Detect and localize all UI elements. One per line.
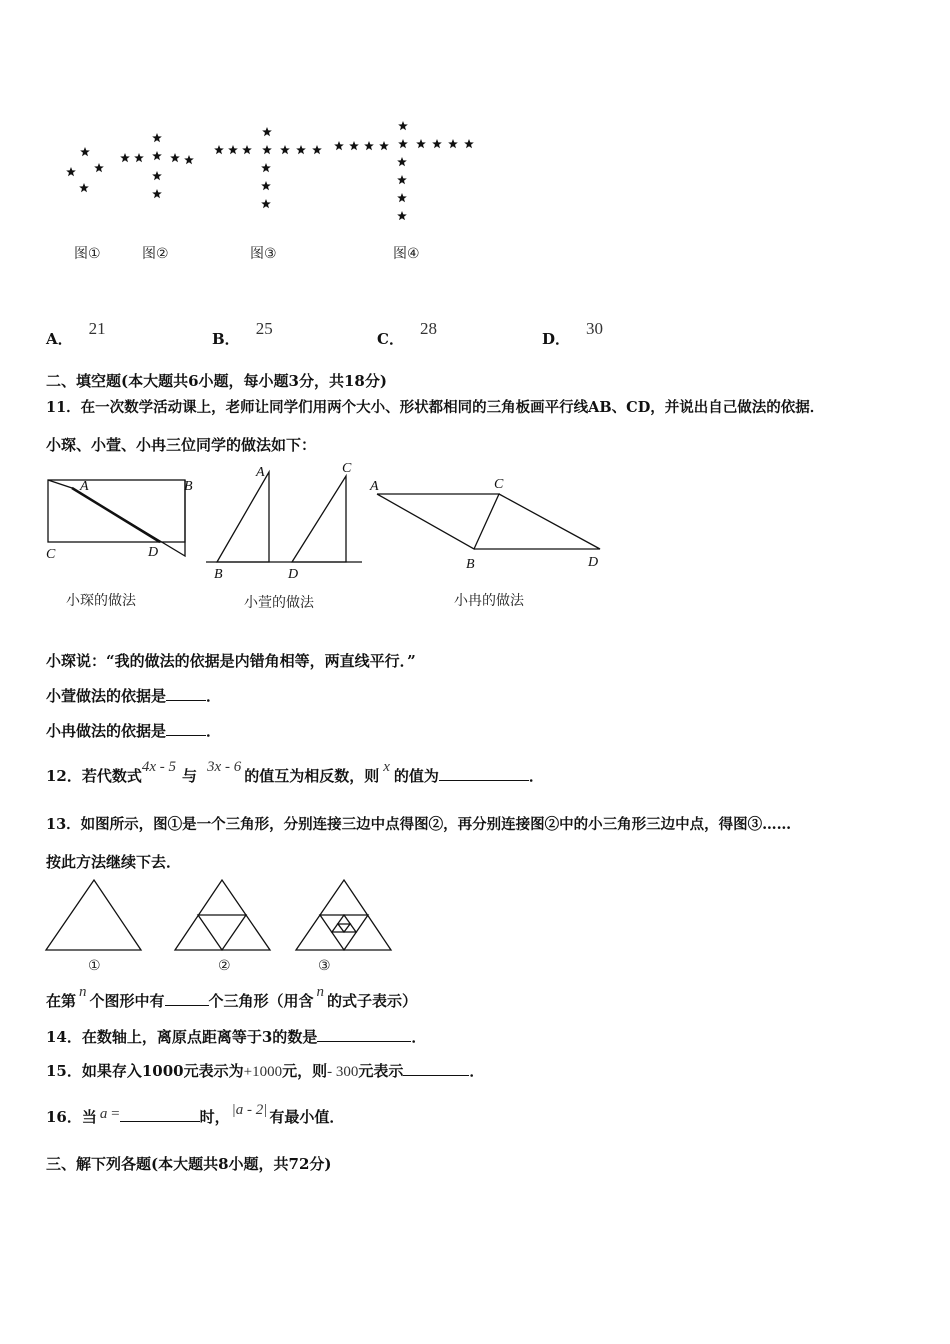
q12-mid2: 的值互为相反数，则 bbox=[244, 767, 380, 785]
q12-prefix: 12．若代数式 bbox=[46, 767, 142, 785]
q13-line1: 13．如图所示，图①是一个三角形，分别连接三边中点得图②，再分别连接图②中的小三角形三边中点，得图③…… bbox=[46, 816, 792, 833]
q13-var-1: n bbox=[79, 984, 87, 1000]
q15-val1: +1000 bbox=[243, 1064, 283, 1080]
choice-d[interactable] bbox=[542, 318, 604, 348]
fig1-label-a: A bbox=[80, 479, 89, 494]
q11-caption-2: 小萱的做法 bbox=[244, 595, 314, 611]
choice-d-letter: D． bbox=[542, 330, 571, 348]
q11-caption-3: 小冉的做法 bbox=[454, 593, 524, 609]
fig3-label-c: C bbox=[494, 477, 504, 492]
q13-mid2: 个三角形（用含 bbox=[208, 992, 314, 1010]
q16-var: a bbox=[99, 1106, 108, 1122]
q13-var-2: n bbox=[316, 984, 325, 1000]
q12-expr2: 3x - 6 bbox=[207, 759, 242, 775]
q12-line bbox=[46, 759, 544, 786]
choice-b[interactable] bbox=[212, 318, 273, 348]
q16-abs: |a - 2| bbox=[231, 1102, 268, 1118]
section-2-title: 二、填空题(本大题共6小题，每小题3分，共18分) bbox=[46, 372, 387, 390]
q14-blank[interactable] bbox=[317, 1027, 411, 1042]
q14-text: 14．在数轴上，离原点距离等于3的数是 bbox=[46, 1028, 318, 1046]
q11-xuan-line bbox=[46, 685, 221, 706]
section-3-title: 三、解下列各题(本大题共8小题，共72分) bbox=[46, 1155, 332, 1173]
q11-intro: 小琛、小萱、小冉三位同学的做法如下： bbox=[46, 436, 317, 454]
q15-blank[interactable] bbox=[403, 1061, 469, 1076]
q12-period: ． bbox=[528, 767, 544, 785]
star-pattern-figure bbox=[55, 110, 495, 220]
choice-b-value: 25 bbox=[255, 319, 273, 338]
q12-blank[interactable] bbox=[439, 766, 529, 781]
fig1-label-b: B bbox=[184, 479, 193, 494]
q11-quote: 小琛说：“我的做法的依据是内错角相等，两直线平行．” bbox=[46, 652, 416, 670]
fig1-label-d: D bbox=[148, 545, 159, 560]
q13-label-3: ③ bbox=[318, 958, 331, 974]
fig3-label-a: A bbox=[370, 479, 379, 494]
q11-ran-text: 小冉做法的依据是 bbox=[46, 722, 167, 740]
q12-mid: 与 bbox=[182, 767, 198, 785]
star-figure-label-2: 图② bbox=[142, 246, 169, 262]
star-figure-label-4: 图④ bbox=[393, 246, 420, 262]
choice-d-value: 30 bbox=[586, 319, 604, 338]
fig2-label-b: B bbox=[214, 567, 223, 582]
choice-a-letter: A． bbox=[46, 330, 73, 348]
star-figure-label-1: 图① bbox=[74, 246, 101, 262]
q13-prefix: 在第 bbox=[46, 992, 77, 1010]
fig3-label-b: B bbox=[466, 557, 475, 572]
fig1-label-c: C bbox=[46, 547, 56, 562]
fig2-label-a: A bbox=[256, 465, 265, 480]
q11-caption-1: 小琛的做法 bbox=[66, 593, 136, 609]
q14-line bbox=[46, 1026, 426, 1047]
q11-ran-blank[interactable] bbox=[166, 721, 206, 736]
q13-mid: 个图形中有 bbox=[89, 992, 165, 1010]
q14-period: ． bbox=[411, 1028, 427, 1046]
q12-expr1: 4x - 5 bbox=[141, 759, 177, 775]
q13-line2: 按此方法继续下去． bbox=[46, 853, 182, 871]
q15-period: ． bbox=[469, 1062, 485, 1080]
fig3-label-d: D bbox=[588, 555, 599, 570]
q16-line bbox=[46, 1102, 345, 1127]
q16-blank[interactable] bbox=[120, 1107, 200, 1122]
choice-a[interactable] bbox=[46, 318, 106, 348]
q16-prefix: 16．当 bbox=[46, 1108, 97, 1126]
choice-c-value: 28 bbox=[419, 319, 437, 338]
q13-label-1: ① bbox=[88, 958, 101, 974]
q13-triangles bbox=[40, 874, 400, 954]
choice-a-value: 21 bbox=[88, 319, 106, 338]
q11-figures bbox=[40, 458, 620, 588]
choice-c-letter: C． bbox=[377, 330, 404, 348]
q16-mid: 时， bbox=[199, 1108, 230, 1126]
q11-xuan-text: 小萱做法的依据是 bbox=[46, 687, 167, 705]
q13-label-2: ② bbox=[218, 958, 231, 974]
q11-ran-period: ． bbox=[206, 722, 222, 740]
fig2-label-d: D bbox=[288, 567, 299, 582]
q15-suffix: 元表示 bbox=[358, 1062, 404, 1080]
q12-var: x bbox=[383, 759, 390, 775]
choice-c[interactable] bbox=[377, 318, 437, 348]
q11-xuan-period: ． bbox=[206, 687, 222, 705]
fig2-label-c: C bbox=[342, 461, 352, 476]
q11-ran-line bbox=[46, 720, 221, 741]
q15-line bbox=[46, 1060, 484, 1081]
q11-xuan-blank[interactable] bbox=[166, 686, 206, 701]
q15-prefix: 15．如果存入1000元表示为 bbox=[46, 1062, 244, 1080]
q13-question bbox=[46, 984, 418, 1011]
q13-blank[interactable] bbox=[165, 991, 209, 1006]
star-figure-label-3: 图③ bbox=[250, 246, 277, 262]
q16-eq: = bbox=[107, 1106, 120, 1122]
q15-mid: 元，则 bbox=[282, 1062, 328, 1080]
choice-b-letter: B． bbox=[212, 330, 240, 348]
q16-suffix: 有最小值． bbox=[269, 1108, 345, 1126]
q15-val2: - 300 bbox=[327, 1064, 359, 1080]
q11-text: 11．在一次数学活动课上，老师让同学们用两个大小、形状都相同的三角板画平行线AB、CD，并说出自己做法的依据． bbox=[46, 399, 825, 416]
q13-suffix: 的式子表示） bbox=[327, 992, 418, 1010]
q12-suffix: 的值为 bbox=[393, 767, 439, 785]
